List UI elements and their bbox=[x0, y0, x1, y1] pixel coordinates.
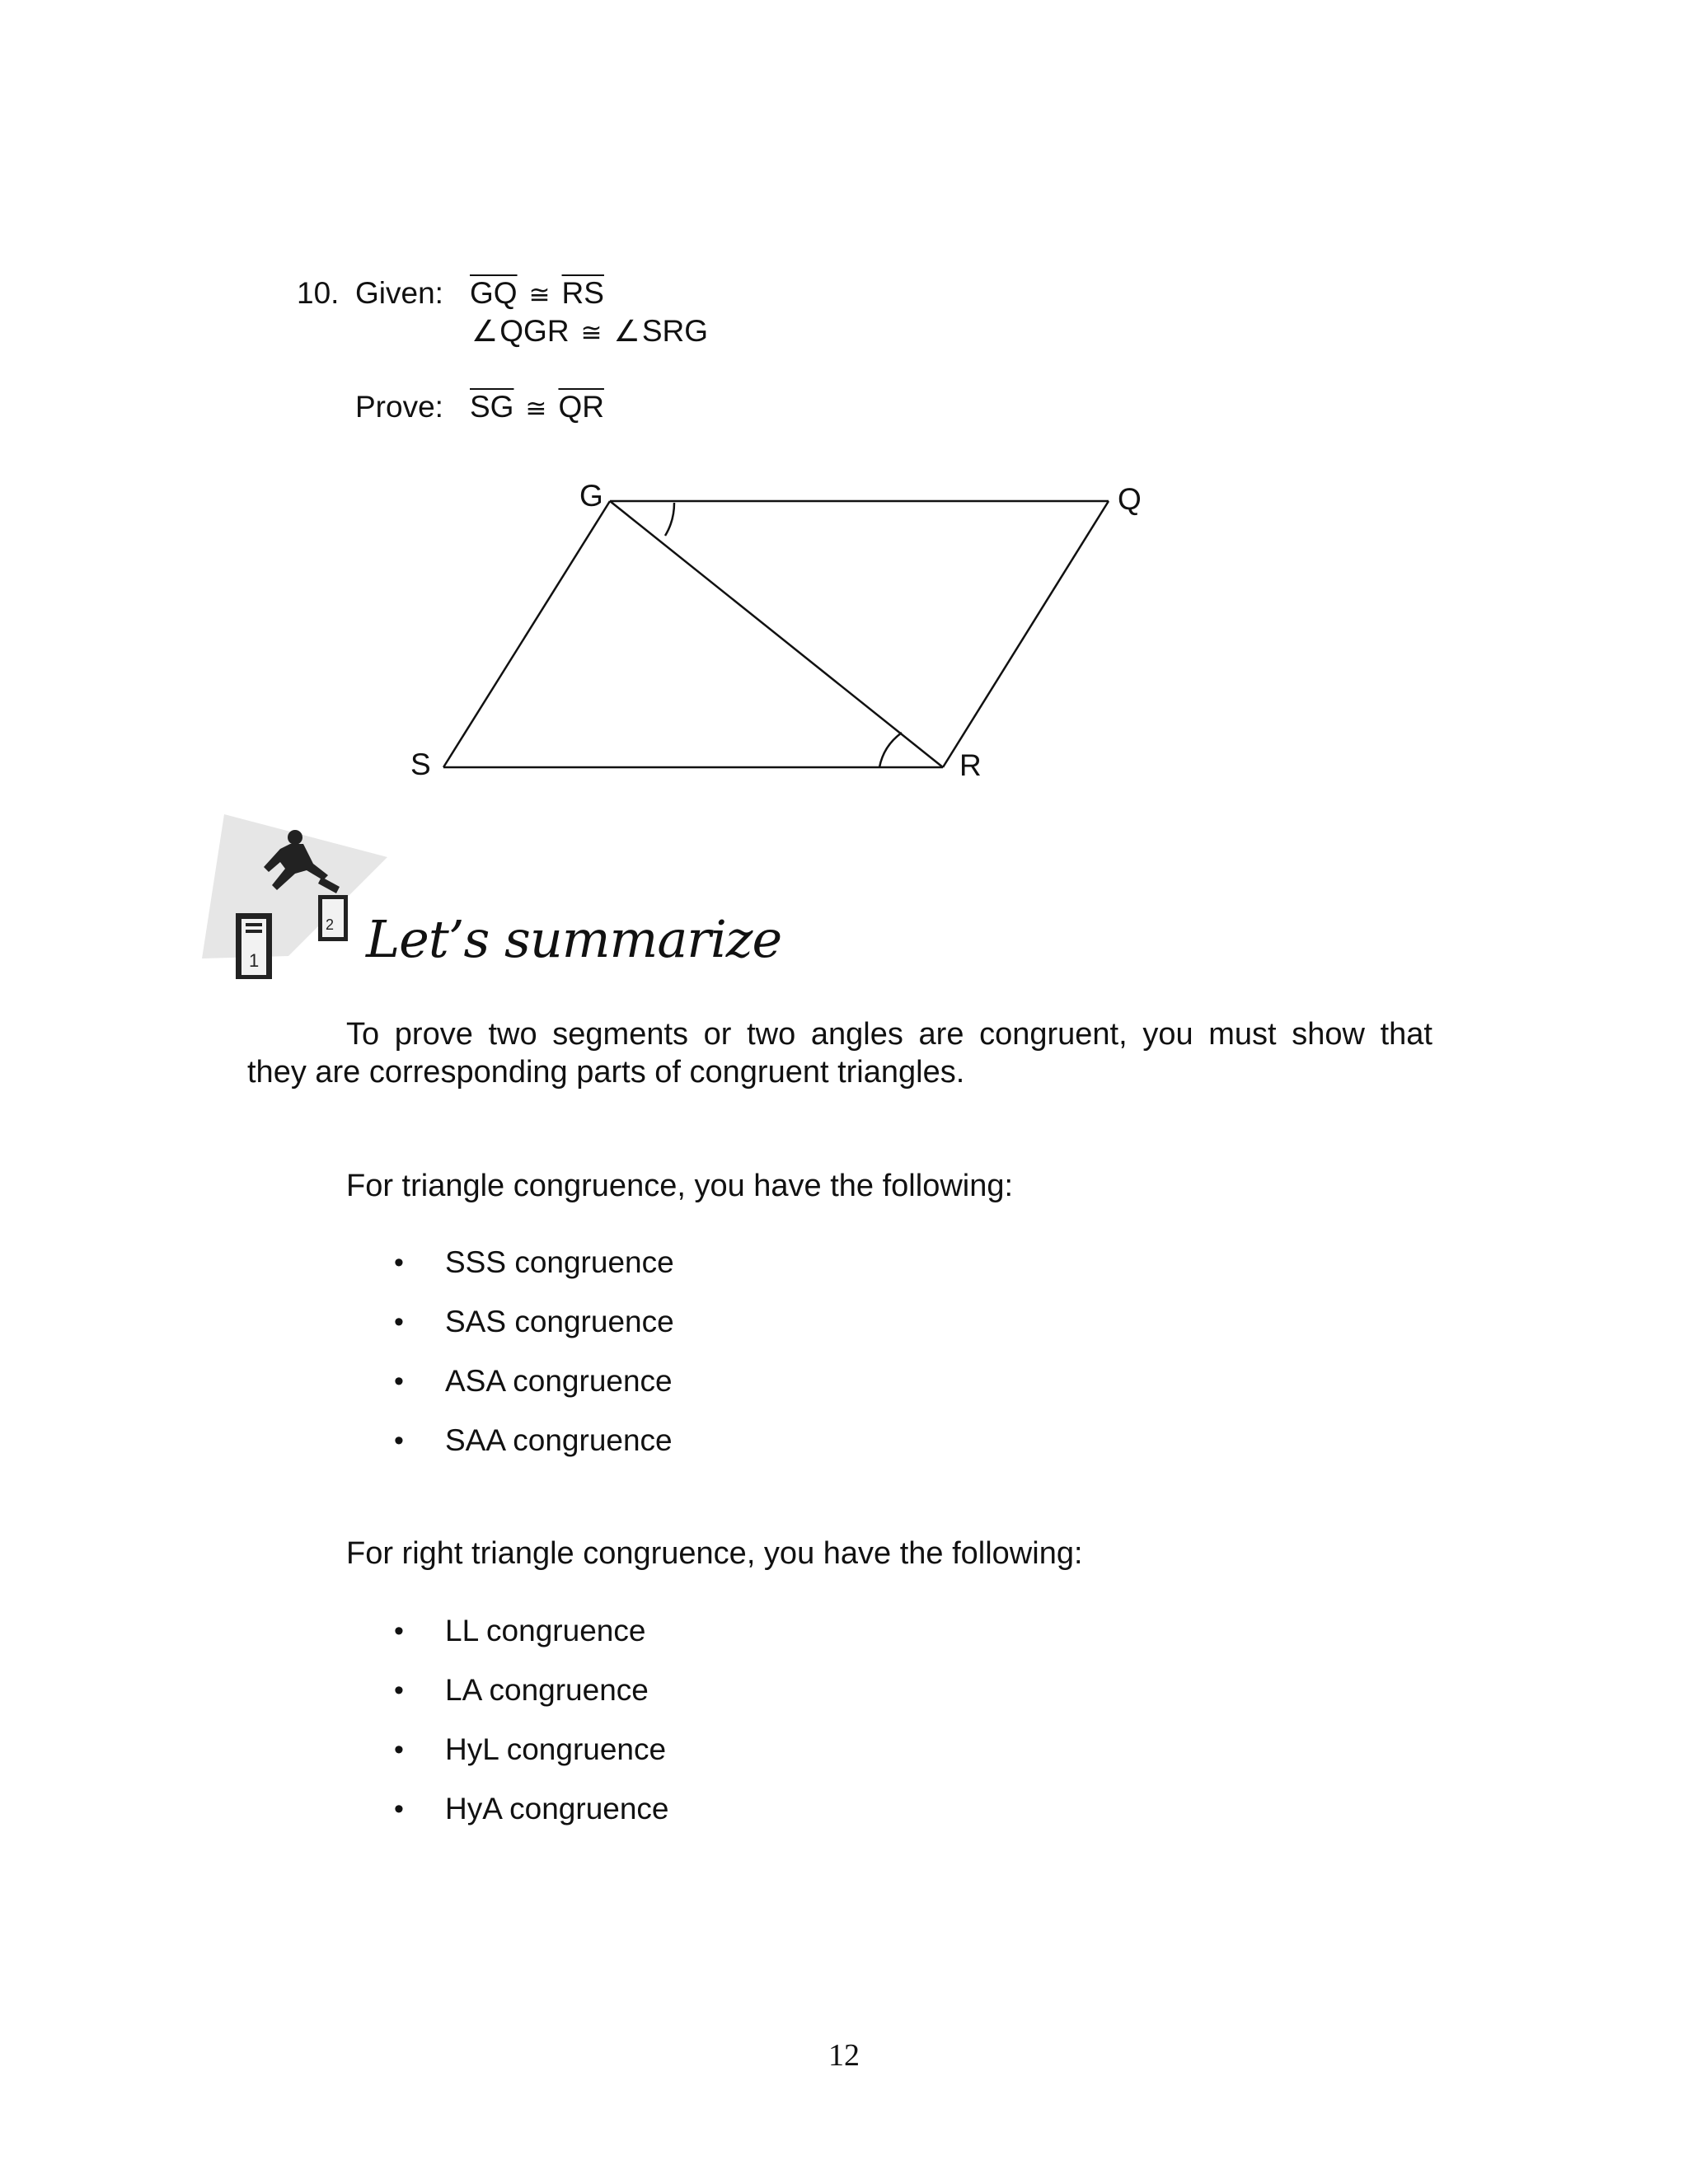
list-item bbox=[394, 1422, 674, 1482]
list-item-text: HyA congruence bbox=[445, 1792, 669, 1825]
list-item-text: LL congruence bbox=[445, 1614, 646, 1647]
segment-rs: $\overline{RS}$ bbox=[561, 276, 604, 310]
summary-paragraph-line2: they are corresponding parts of congruent triangles. bbox=[247, 1055, 965, 1090]
list-item-text: SSS congruence bbox=[445, 1245, 674, 1279]
list-item bbox=[394, 1363, 674, 1422]
list-item-text: SAA congruence bbox=[445, 1423, 673, 1457]
given-label: Given: bbox=[355, 276, 443, 310]
angle-srg: SRG bbox=[641, 314, 709, 348]
bullet-icon: • bbox=[394, 1247, 404, 1278]
point-label-q: Q bbox=[1118, 482, 1142, 516]
prove-label: Prove: bbox=[355, 390, 443, 424]
right-triangle-congruence-list bbox=[394, 1613, 669, 1850]
bullet-icon: • bbox=[394, 1734, 404, 1765]
svg-text:2: 2 bbox=[326, 916, 335, 933]
angle-mark-srg bbox=[879, 733, 902, 767]
bullet-icon: • bbox=[394, 1306, 404, 1338]
triangle-congruence-list bbox=[394, 1244, 674, 1482]
list-item bbox=[394, 1244, 674, 1304]
list-item bbox=[394, 1304, 674, 1363]
side-sg bbox=[443, 501, 610, 767]
triangle-congruence-intro: For triangle congruence, you have the following: bbox=[346, 1169, 1014, 1203]
list-item-text: LA congruence bbox=[445, 1673, 649, 1707]
bullet-icon: • bbox=[394, 1425, 404, 1456]
segment-gq: $\overline{GQ}$ bbox=[470, 276, 518, 310]
point-label-r: R bbox=[959, 748, 982, 782]
list-item bbox=[394, 1732, 669, 1791]
congruent-symbol: ≅ bbox=[528, 280, 551, 309]
section-title: Let’s summarize bbox=[366, 909, 782, 969]
list-item-text: HyL congruence bbox=[445, 1732, 667, 1766]
segment-sg: $\overline{SG}$ bbox=[470, 390, 514, 424]
bullet-icon: • bbox=[394, 1366, 404, 1397]
diagonal-gr bbox=[610, 501, 943, 767]
side-qr bbox=[943, 501, 1109, 767]
summary-paragraph-line1: To prove two segments or two angles are congruent, you must show that bbox=[346, 1017, 1432, 1052]
segment-qr: $\overline{QR}$ bbox=[558, 390, 604, 424]
bullet-icon: • bbox=[394, 1793, 404, 1825]
angle-icon: ∠ bbox=[613, 314, 640, 348]
list-item bbox=[394, 1672, 669, 1732]
list-item-text: ASA congruence bbox=[445, 1364, 673, 1398]
angle-mark-qgr bbox=[665, 503, 674, 536]
list-item-text: SAS congruence bbox=[445, 1305, 674, 1338]
list-item bbox=[394, 1613, 669, 1672]
list-item bbox=[394, 1791, 669, 1850]
point-label-g: G bbox=[579, 479, 603, 513]
congruent-symbol: ≅ bbox=[525, 394, 547, 423]
congruent-symbol: ≅ bbox=[580, 318, 603, 347]
problem-number: 10. bbox=[297, 276, 340, 310]
point-label-s: S bbox=[410, 748, 431, 781]
right-triangle-congruence-intro: For right triangle congruence, you have the following: bbox=[346, 1536, 1083, 1571]
bullet-icon: • bbox=[394, 1675, 404, 1706]
svg-text:1: 1 bbox=[249, 950, 260, 971]
angle-icon: ∠ bbox=[471, 314, 499, 348]
angle-qgr: QGR bbox=[499, 314, 570, 348]
bullet-icon: • bbox=[394, 1615, 404, 1647]
page-number: 12 bbox=[828, 2038, 860, 2073]
